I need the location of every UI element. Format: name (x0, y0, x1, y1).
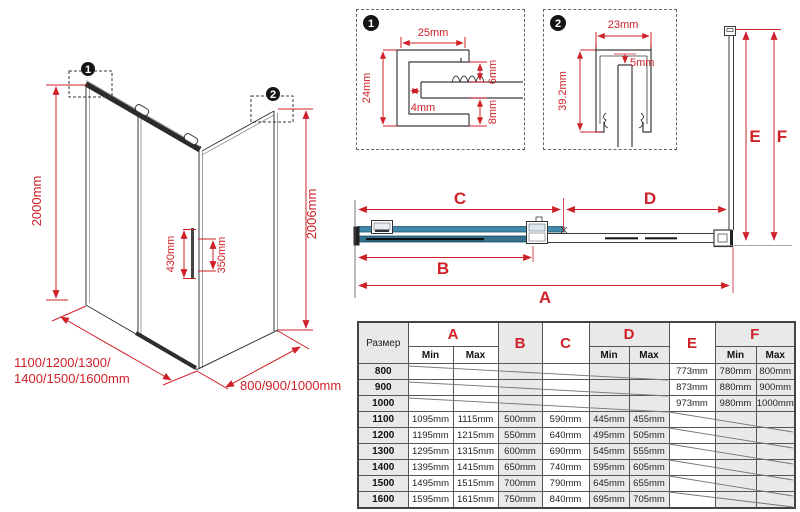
table-cell (589, 396, 629, 412)
row-size-label: 800 (358, 364, 408, 380)
table-cell: 455mm (629, 412, 669, 428)
iso-top-rail (86, 81, 200, 150)
table-cell: 640mm (542, 428, 589, 444)
plan-label-c: C (453, 189, 467, 208)
dim-height-right: 2006mm (304, 188, 319, 240)
table-cell: 700mm (498, 476, 542, 492)
table-cell (669, 476, 715, 492)
table-cell: 690mm (542, 444, 589, 460)
detail-2-dim-left: 39.2mm (557, 71, 569, 111)
table-cell (408, 364, 453, 380)
detail-1-drawing (357, 10, 523, 148)
table-cell (629, 380, 669, 396)
detail-1-dim-gap-bottom: 8mm (487, 99, 499, 125)
table-cell (756, 444, 795, 460)
table-cell (715, 412, 756, 428)
callout-2-number: 2 (269, 89, 277, 101)
table-cell: 655mm (629, 476, 669, 492)
table-cell: 595mm (589, 460, 629, 476)
plan-label-d: D (643, 189, 657, 208)
col-header-a: A (408, 322, 498, 347)
table-cell: 1195mm (408, 428, 453, 444)
d-min-header: Min (589, 347, 629, 364)
door-end-cap (354, 227, 360, 246)
a-max-header: Max (453, 347, 498, 364)
size-header-cell: Размер (358, 322, 408, 364)
table-cell (629, 364, 669, 380)
table-row (358, 476, 795, 492)
table-cell: 500mm (498, 412, 542, 428)
table-cell: 800mm (756, 364, 795, 380)
dim-width-line1: 1100/1200/1300/ (14, 355, 111, 370)
table-cell: 605mm (629, 460, 669, 476)
plan-label-a: A (538, 288, 552, 307)
table-row (358, 380, 795, 396)
table-cell: 600mm (498, 444, 542, 460)
table-cell: 1495mm (408, 476, 453, 492)
table-cell: 1315mm (453, 444, 498, 460)
table-cell: 1000mm (756, 396, 795, 412)
row-size-label: 1300 (358, 444, 408, 460)
table-cell (408, 396, 453, 412)
table-row (358, 460, 795, 476)
table-cell (669, 428, 715, 444)
table-cell: 880mm (715, 380, 756, 396)
detail-1-badge-number: 1 (367, 18, 375, 30)
table-cell: 740mm (542, 460, 589, 476)
d-max-header: Max (629, 347, 669, 364)
row-size-label: 1100 (358, 412, 408, 428)
col-header-c: C (542, 322, 589, 364)
table-cell (756, 476, 795, 492)
table-cell: 1415mm (453, 460, 498, 476)
table-cell (715, 460, 756, 476)
plan-label-b: B (436, 259, 450, 278)
table-cell (669, 460, 715, 476)
dim-height-left: 2000mm (29, 175, 44, 227)
table-cell (669, 412, 715, 428)
iso-enclosure-lines (86, 84, 278, 370)
table-cell: 1295mm (408, 444, 453, 460)
table-cell: 495mm (589, 428, 629, 444)
dim-handle-holes: 350mm (216, 236, 228, 274)
table-cell (715, 428, 756, 444)
table-cell: 750mm (498, 492, 542, 509)
table-row (358, 428, 795, 444)
row-size-label: 1600 (358, 492, 408, 509)
row-size-label: 900 (358, 380, 408, 396)
table-cell: 1515mm (453, 476, 498, 492)
detail-2-badge-number: 2 (554, 18, 562, 30)
table-cell (498, 364, 542, 380)
table-row (358, 492, 795, 509)
table-cell: 1395mm (408, 460, 453, 476)
table-cell: 773mm (669, 364, 715, 380)
table-row (358, 444, 795, 460)
detail-2-dim-gap: 5mm (630, 57, 655, 69)
detail-1-dim-step: 4mm (410, 102, 436, 114)
callout-1-number: 1 (84, 64, 92, 76)
plan-sliding-door (354, 217, 568, 246)
detail-2-drawing (544, 10, 674, 147)
table-cell (498, 380, 542, 396)
table-cell (589, 364, 629, 380)
table-cell: 980mm (715, 396, 756, 412)
table-cell: 1615mm (453, 492, 498, 509)
detail-1-dim-gap-top: 6mm (487, 59, 499, 85)
table-cell (453, 380, 498, 396)
detail-1-dim-left: 24mm (361, 72, 373, 104)
f-max-header: Max (756, 347, 795, 364)
table-cell (498, 396, 542, 412)
table-cell: 790mm (542, 476, 589, 492)
plan-fixed-panel (547, 234, 714, 243)
iso-bottom-rail (136, 333, 196, 368)
table-cell: 973mm (669, 396, 715, 412)
table-cell (756, 412, 795, 428)
row-size-label: 1400 (358, 460, 408, 476)
door-roller-bracket-left (372, 221, 393, 234)
table-cell (589, 380, 629, 396)
table-cell: 900mm (756, 380, 795, 396)
plan-side-panel (714, 27, 736, 248)
table-cell: 695mm (589, 492, 629, 509)
table-cell (542, 364, 589, 380)
table-cell (453, 364, 498, 380)
table-cell (453, 396, 498, 412)
table-row (358, 364, 795, 380)
table-cell: 445mm (589, 412, 629, 428)
table-cell: 1115mm (453, 412, 498, 428)
a-min-header: Min (408, 347, 453, 364)
gasket-seal (452, 76, 484, 82)
table-cell: 590mm (542, 412, 589, 428)
table-cell (542, 396, 589, 412)
table-cell (408, 380, 453, 396)
row-size-label: 1000 (358, 396, 408, 412)
table-cell: 550mm (498, 428, 542, 444)
dim-width-line2: 1400/1500/1600mm (14, 371, 130, 386)
size-table (357, 321, 796, 509)
row-size-label: 1200 (358, 428, 408, 444)
size-table-section (357, 321, 794, 508)
table-header-row (358, 322, 795, 347)
door-roller-bracket-right (527, 217, 548, 244)
table-cell (756, 492, 795, 509)
table-cell: 1215mm (453, 428, 498, 444)
table-cell: 873mm (669, 380, 715, 396)
table-row (358, 396, 795, 412)
dim-depth: 800/900/1000mm (240, 378, 342, 393)
col-header-b: B (498, 322, 542, 364)
detail-1-dim-top: 25mm (417, 27, 449, 39)
f-min-header: Min (715, 347, 756, 364)
detail-view-1 (356, 9, 525, 150)
table-cell: 840mm (542, 492, 589, 509)
table-cell: 545mm (589, 444, 629, 460)
table-cell (756, 428, 795, 444)
detail-2-dim-top: 23mm (607, 19, 639, 31)
detail-view-2 (543, 9, 677, 150)
col-header-f: F (715, 322, 795, 347)
table-cell (669, 492, 715, 509)
wall-profile-section (397, 50, 523, 126)
table-cell: 1595mm (408, 492, 453, 509)
table-cell: 1095mm (408, 412, 453, 428)
detail-2-dim-lines (580, 32, 651, 132)
table-cell (669, 444, 715, 460)
table-cell: 650mm (498, 460, 542, 476)
table-cell (756, 460, 795, 476)
table-cell (542, 380, 589, 396)
table-cell (715, 492, 756, 509)
table-cell: 780mm (715, 364, 756, 380)
dim-handle-outer: 430mm (165, 235, 177, 273)
col-header-d: D (589, 322, 669, 347)
callout-2 (251, 87, 293, 122)
table-cell: 705mm (629, 492, 669, 509)
row-size-label: 1500 (358, 476, 408, 492)
table-cell: 645mm (589, 476, 629, 492)
table-cell: 555mm (629, 444, 669, 460)
plan-label-e: E (749, 127, 761, 146)
table-cell: 505mm (629, 428, 669, 444)
table-cell (629, 396, 669, 412)
table-cell (715, 444, 756, 460)
table-cell (715, 476, 756, 492)
table-row (358, 412, 795, 428)
col-header-e: E (669, 322, 715, 364)
plan-label-f: F (776, 127, 788, 146)
